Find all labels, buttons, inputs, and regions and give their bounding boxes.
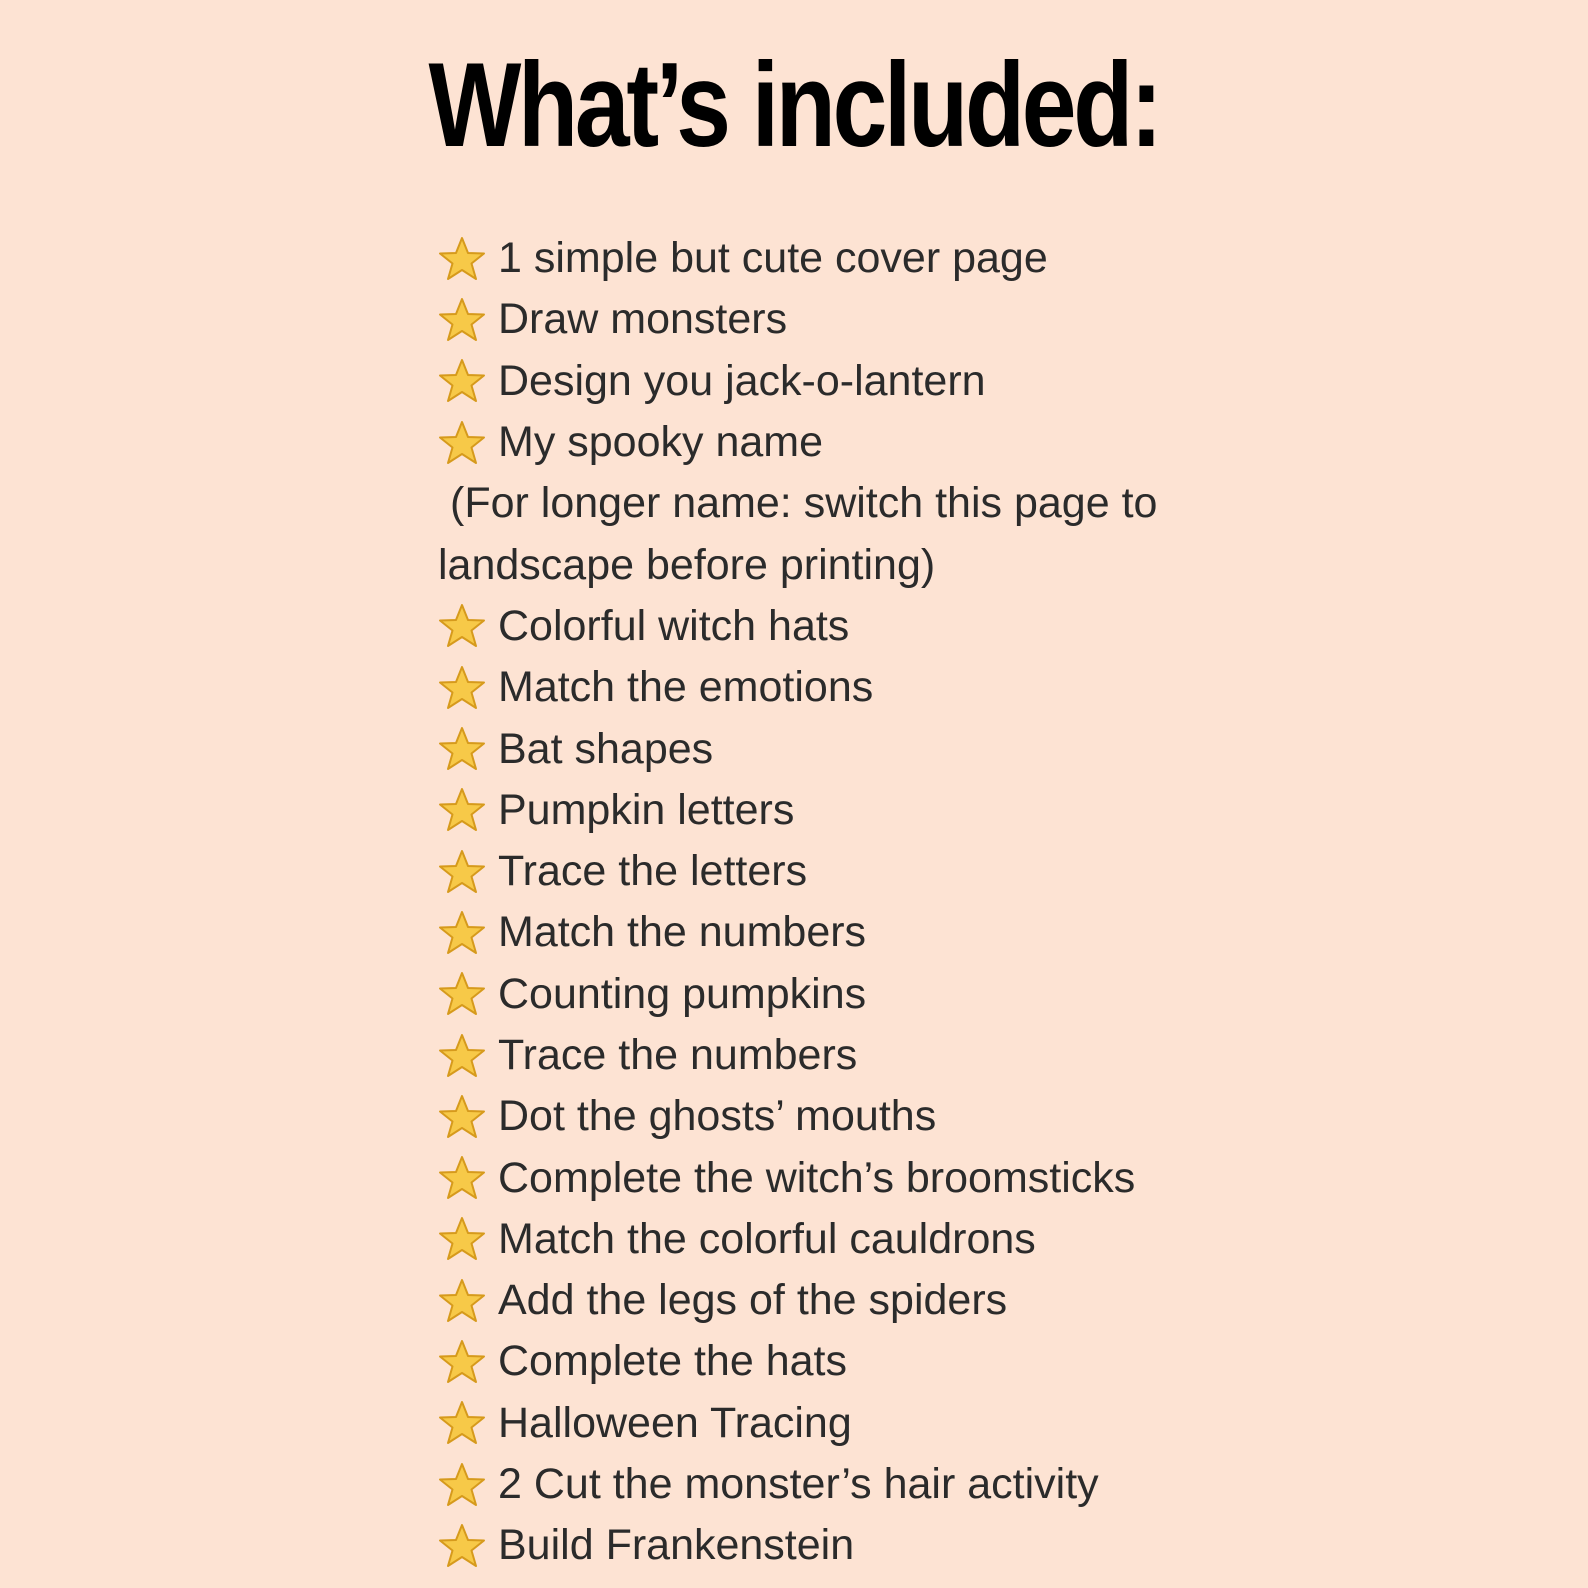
list-item	[438, 841, 1558, 902]
list-item	[438, 289, 1558, 350]
star-icon	[438, 1461, 486, 1509]
list-item-label: My spooky name	[498, 418, 824, 467]
star-icon	[438, 664, 486, 712]
star-icon	[438, 1032, 486, 1080]
list-item-label: Complete the hats	[498, 1337, 847, 1386]
list-item	[438, 351, 1558, 412]
list-item	[438, 1147, 1558, 1208]
list-item	[438, 596, 1558, 657]
star-icon	[438, 602, 486, 650]
list-item	[438, 228, 1558, 289]
list-item	[438, 964, 1558, 1025]
list-item-label: Colorful witch hats	[498, 601, 850, 650]
star-icon	[438, 848, 486, 896]
list-item-label: Add the legs of the spiders	[498, 1276, 1008, 1325]
list-item	[438, 1086, 1558, 1147]
list-item	[438, 1331, 1558, 1392]
list-item-label: Match the emotions	[498, 663, 874, 712]
star-icon	[438, 970, 486, 1018]
note-text: landscape before printing)	[438, 540, 936, 589]
list-item-label: Match the colorful cauldrons	[498, 1214, 1036, 1263]
list-item	[438, 718, 1558, 779]
star-icon	[438, 1522, 486, 1570]
list-item-label: Build Frankenstein	[498, 1521, 855, 1570]
list-item-label: Complete the witch’s broomsticks	[498, 1153, 1136, 1202]
list-item-label: Pumpkin letters	[498, 785, 795, 834]
star-icon	[438, 1093, 486, 1141]
list-item-label: Halloween Tracing	[498, 1398, 852, 1447]
star-icon	[438, 1399, 486, 1447]
star-icon	[438, 357, 486, 405]
star-icon	[438, 235, 486, 283]
list-item	[438, 1515, 1558, 1576]
list-item-label: Match the numbers	[498, 908, 867, 957]
list-item	[438, 1393, 1558, 1454]
list-item-label: Trace the numbers	[498, 1031, 858, 1079]
star-icon	[438, 1277, 486, 1325]
list-item-label: Trace the letters	[498, 847, 808, 896]
list-item-label: 2 Cut the monster’s hair activity	[498, 1460, 1099, 1509]
included-list	[438, 228, 1558, 1577]
list-item	[438, 1209, 1558, 1270]
star-icon	[438, 419, 486, 467]
list-item-label: Bat shapes	[498, 724, 714, 773]
list-item	[438, 1270, 1558, 1331]
page-title: What’s included:	[428, 38, 1160, 172]
list-item	[438, 657, 1558, 718]
list-item-label: Design you jack-o-lantern	[498, 356, 986, 405]
star-icon	[438, 1154, 486, 1202]
note-text: (For longer name: switch this page to	[450, 479, 1158, 528]
list-item-label: Counting pumpkins	[498, 969, 867, 1018]
star-icon	[438, 909, 486, 957]
list-item	[438, 780, 1558, 841]
list-item-label: 1 simple but cute cover page	[498, 234, 1048, 283]
star-icon	[438, 1338, 486, 1386]
list-item	[438, 412, 1558, 473]
list-item-label: Dot the ghosts’ mouths	[498, 1092, 937, 1141]
list-item	[438, 1025, 1558, 1086]
star-icon	[438, 296, 486, 344]
list-item-label: Draw monsters	[498, 295, 788, 344]
star-icon	[438, 725, 486, 773]
list-item	[438, 1454, 1558, 1515]
star-icon	[438, 1215, 486, 1263]
star-icon	[438, 786, 486, 834]
list-item	[438, 902, 1558, 963]
